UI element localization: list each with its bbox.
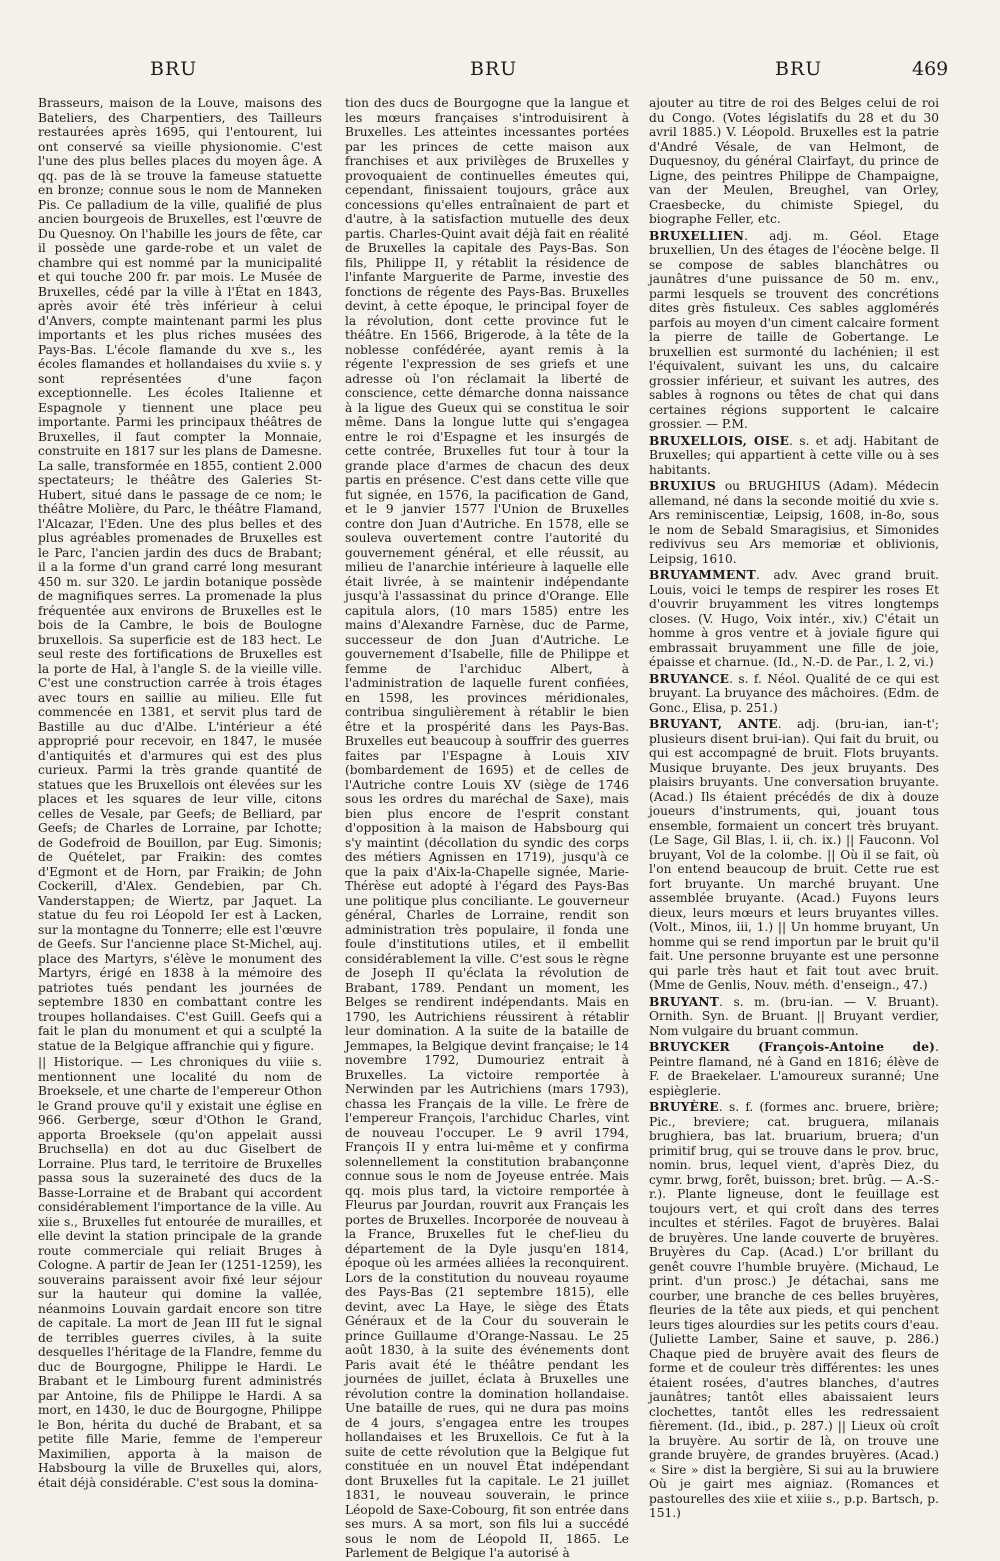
text-column-2 <box>345 96 629 1560</box>
entry-headword: BRUXELLOIS, OISE <box>649 433 790 448</box>
text-column-1 <box>38 96 322 1490</box>
text-column-3 <box>649 96 939 1520</box>
page-number: 469 <box>912 58 949 80</box>
column-paragraph: tion des ducs de Bourgogne que la langue et les mœurs françaises s'introduisirent à Bruxelles. Les atteintes incessantes portées par les princes de cette maison aux franchises et aux privilèges de Bruxelles y provoquaient de continuelles émeutes qui, cependant, finissaient toujours, grâce aux concessions qu'elles entraînaient de part et d'autre, à la satisfaction mutuelle des deux partis. Charles-Quint avait déjà fait en réalité de Bruxelles la capitale des Pays-Bas. Son fils, Philippe II, y rétablit la résidence de l'infante Marguerite de Parme, investie des fonctions de régente des Pays-Bas. Bruxelles devint, à cette époque, le principal foyer de la révolution, dont cette province fut le théâtre. En 1566, Brigerode, à la tête de la noblesse confédérée, ayant remis à la régente l'expression de ses griefs et une adresse où l'on réclamait la liberté de conscience, cette démarche donna naissance à la ligue des Gueux qui se constitua le soir même. Dans la longue lutte qui s'engagea entre le roi d'Espagne et les insurgés de cette contrée, Bruxelles fut tour à tour la grande place d'armes de chacun des deux partis en présence. C'est dans cette ville que fut signée, en 1576, la pacification de Gand, et le 9 janvier 1577 l'Union de Bruxelles contre don Juan d'Autriche. En 1578, elle se souleva ouvertement contre l'autorité du gouvernement général, et elle réussit, au milieu de l'anarchie intérieure à laquelle elle était livrée, à se maintenir indépendante jusqu'à l'assassinat du prince d'Orange. Elle capitula alors, (10 mars 1585) entre les mains d'Alexandre Farnèse, duc de Parme, successeur de don Juan d'Autriche. Le gouvernement d'Isabelle, fille de Philippe et femme de l'archiduc Albert, à l'administration de laquelle furent confiées, en 1598, les provinces méridionales, contribua singulièrement à rétablir le bien être et la prospérité dans les Pays-Bas. Bruxelles eut beaucoup à souffrir des guerres faites par l'Espagne à Louis XIV (bombardement de 1695) et de celles de l'Autriche contre Louis XV (siège de 1746 sous les ordres du maréchal de Saxe), mais bien plus encore de l'esprit constant d'opposition à la maison de Habsbourg qui s'y maintint (décollation du syndic des corps des métiers Agnissen en 1719), jusqu'à ce que la paix d'Aix-la-Chapelle signée, Marie-Thérèse eut adopté à l'égard des Pays-Bas une politique plus conciliante. Le gouverneur général, Charles de Lorraine, rendit son administration très populaire, il fonda une foule d'institutions utiles, et il embellit considérablement la ville. C'est sous le règne de Joseph II qu'éclata la révolution de Brabant, 1789. Pendant un moment, les Belges se rendirent indépendants. Mais en 1790, les Autrichiens réussirent à rétablir leur domination. A la suite de la bataille de Jemmapes, la Belgique devint française; le 14 novembre 1792, Dumouriez entrait à Bruxelles. La victoire remportée à Nerwinden par les Autrichiens (mars 1793), chassa les Français de la ville. Le frère de l'empereur François, l'archiduc Charles, vint de nouveau l'occuper. Le 9 avril 1794, François II y entra lui-même et y confirma solennellement la constitution brabançonne connue sous le nom de Joyeuse entrée. Mais qq. mois plus tard, la victoire remportée à Fleurus par Jourdan, rouvrit aux Français les portes de Bruxelles. Incorporée de nouveau à la France, Bruxelles fut le chef-lieu du département de la Dyle jusqu'en 1814, époque où les armées alliées la reconquirent. Lors de la constitution du nouveau royaume des Pays-Bas (21 septembre 1815), elle devint, avec La Haye, le siège des États Généraux et de la Cour du souverain le prince Guillaume d'Orange-Nassau. Le 25 août 1830, à la suite des événements dont Paris avait été le théâtre pendant les journées de juillet, éclata à Bruxelles une révolution contre la domination hollandaise. Une bataille de rues, qui ne dura pas moins de 4 jours, s'engagea entre les troupes hollandaises et les Bruxellois. Ce fut à la suite de cette révolution que la Belgique fut constituée en un nouvel État indépendant dont Bruxelles fut la capitale. Le 21 juillet 1831, le nouveau souverain, le prince Léopold de Saxe-Cobourg, fit son entrée dans ses murs. A sa mort, son fils lui a succédé sous le nom de Léopold II, 1865. Le Parlement de Belgique l'a autorisé à <box>345 96 629 1560</box>
entry-headword: BRUYÈRE <box>649 1100 719 1114</box>
entry-headword: BRUYANCE <box>649 671 730 686</box>
column-paragraph: || Historique. — Les chroniques du viiie s. mentionnent une localité du nom de Broeksele, et une charte de l'empereur Othon le Grand prouve qu'il y existait une église en 966. Gerberge, sœur d'Othon le Grand, apporta Broeksele (qu'on appelait aussi Bruchsella) en dot au duc Giselbert de Lorraine. Plus tard, le territoire de Bruxelles passa sous la suzeraineté des ducs de la Basse-Lorraine et de Brabant qui accordent considérablement l'importance de la ville. Au xiie s., Bruxelles fut entourée de murailles, et elle devint la station principale de la grande route commerciale qui reliait Bruges à Cologne. A partir de Jean Ier (1251-1259), les souverains paraissent avoir fixé leur séjour sur la hauteur qui domine la vallée, néanmoins Louvain gardait encore son titre de capitale. La mort de Jean III fut le signal de terribles guerres civiles, à la suite desquelles l'héritage de la Flandre, femme du duc de Bourgogne, Philippe le Hardi. Le Brabant et le Limbourg furent administrés par Antoine, fils de Philippe le Hardi. A sa mort, en 1430, le duc de Bourgogne, Philippe le Bon, hérita du duché de Brabant, et sa petite fille Marie, femme de l'empereur Maximilien, apporta à la maison de Habsbourg la ville de Bruxelles qui, alors, était déjà considérable. C'est sous la domina- <box>38 1055 322 1490</box>
column-paragraph: ajouter au titre de roi des Belges celui de roi du Congo. (Votes législatifs du 28 et du 30 avril 1885.) V. Léopold. Bruxelles est la patrie d'André Vésale, de van Helmont, de Duquesnoy, du général Clairfayt, du prince de Ligne, des peintres Philippe de Champaigne, van der Meulen, Breughel, van Orley, Craesbecke, du chimiste Spiegel, du biographe Feller, etc. <box>649 96 939 226</box>
dictionary-entry-bruyere: BRUYÈRE. s. f. (formes anc. bruere, brière; Pic., breviere; cat. bruguera, milanais brughiera, bas lat. bruarium, bruera; d'un primitif brug, qui se trouve dans le prov. bruc, nomin. brus, lequel vient, d'après Diez, du cymr. brwg, forêt, buisson; bret. brûg. — A.-S.-r.). Plante ligneuse, dont le feuillage est toujours vert, et qui croît dans des terres incultes et stériles. Fagot de bruyères. Balai de bruyères. Une lande couverte de bruyères. Bruyères du Cap. (Acad.) L'or brillant du genêt couvre l'humble bruyère. (Michaud, Le print. d'un prosc.) Je détachai, sans me courber, une branche de ces belles bruyères, fleuries de la tête aux pieds, et qui penchent leurs tiges alourdies sur les petits cours d'eau. (Juliette Lamber, Saine et sauve, p. 286.) Chaque pied de bruyère avait des fleurs de forme et de couleur très différentes: les unes étaient rosées, d'autres blanches, d'autres jaunâtres; tantôt elles abaissaient leurs clochettes, tantôt elles les redressaient fièrement. (Id., ibid., p. 287.) || Lieux où croît la bruyère. Au sortir de là, on trouve une grande bruyère, de grandes bruyères. (Acad.) « Sire » dist la bergière, Si sui au la bruwiere Où je gairt mes aigniaz. (Romances et pastourelles des xiie et xiiie s., p.p. Bartsch, p. 151.) <box>649 1100 939 1520</box>
running-head-right: BRU <box>775 58 823 80</box>
dictionary-entry-bruyant-adj: BRUYANT, ANTE. adj. (bru-ian, ian-t'; plusieurs disent brui-ian). Qui fait du bruit, ou qui est accompagné de bruit. Flots bruyants. Musique bruyante. Des jeux bruyants. Des plaisirs bruyants. Une conversation bruyante. (Acad.) Ils étaient précédés de dix à douze joueurs d'instruments, qui, jouant tous ensemble, formaient un concert très bruyant. (Le Sage, Gil Blas, l. ii, ch. ix.) || Fauconn. Vol bruyant, Vol de la colombe. || Où il se fait, où l'on entend beaucoup de bruit. Cette rue est fort bruyante. Un marché bruyant. Une assemblée bruyante. (Acad.) Fuyons leurs dieux, leurs mœurs et leurs bruyantes villes. (Volt., Minos, iii, 1.) || Un homme bruyant, Un homme qui se rend importun par le bruit qu'il fait. Une personne bruyante est une personne qui parle très haut et fait tout avec bruit. (Mme de Genlis, Nouv. méth. d'enseign., 47.) <box>649 717 939 992</box>
entry-headword: BRUYANT <box>649 994 720 1009</box>
dictionary-entry-bruyance: BRUYANCE. s. f. Néol. Qualité de ce qui est bruyant. La bruyance des mâchoires. (Edm. de Gonc., Elisa, p. 251.) <box>649 671 939 715</box>
entry-headword: BRUYCKER (François-Antoine de) <box>649 1040 936 1054</box>
dictionary-entry-bruyamment: BRUYAMMENT. adv. Avec grand bruit. Louis, voici le temps de respirer les roses Et d'ouvrir bruyamment les vitres longtemps closes. (V. Hugo, Voix intér., xiv.) C'était un homme à gros ventre et à joviale figure qui embrassait bruyamment une fille de joie, épaisse et charnue. (Id., N.-D. de Par., l. 2, vi.) <box>649 568 939 669</box>
dictionary-entry-bruxellien: BRUXELLIEN. adj. m. Géol. Etage bruxellien, Un des étages de l'éocène belge. Il se compose de sables blanchâtres ou jaunâtres d'une puissance de 50 m. env., parmi lesquels se trouvent des concrétions dites grès fistuleux. Ces sables agglomérés parfois au moyen d'un ciment calcaire forment la pierre de taille de Gobertange. Le bruxellien est surmonté du lachénien; il est l'équivalent, suivant les uns, du calcaire grossier inférieur, et suivant les autres, des sables à rognons ou têtes de chat qui dans certaines régions supportent le calcaire grossier. — P.M. <box>649 228 939 431</box>
entry-headword: BRUYANT, ANTE <box>649 717 778 731</box>
entry-headword: BRUXELLIEN <box>649 228 745 243</box>
dictionary-entry-bruyant-noun: BRUYANT. s. m. (bru-ian. — V. Bruant). Ornith. Syn. de Bruant. || Bruyant verdier, Nom vulgaire du bruant commun. <box>649 994 939 1038</box>
running-head-center: BRU <box>470 58 518 80</box>
running-head-left: BRU <box>150 58 198 80</box>
dictionary-entry-bruycker: BRUYCKER (François-Antoine de). Peintre flamand, né à Gand en 1816; élève de F. de Braekelaer. L'amoureux suranné; Une espièglerie. <box>649 1040 939 1098</box>
entry-headword: BRUYAMMENT <box>649 568 756 582</box>
dictionary-entry-bruxius: BRUXIUS ou BRUGHIUS (Adam). Médecin allemand, né dans la seconde moitié du xvie s. Ars reminiscentiæ, Leipsig, 1608, in-8o, sous le nom de Sebald Smaragisius, et Simonides redivivus seu Ars memoriæ et oblivionis, Leipsig, 1610. <box>649 479 939 566</box>
column-paragraph: Brasseurs, maison de la Louve, maisons des Bateliers, des Charpentiers, des Tailleurs restaurées après 1695, qui l'entourent, lui ont conservé sa vieille physionomie. C'est l'une des plus belles places du moyen âge. A qq. pas de là se trouve la fameuse statuette en bronze; connue sous le nom de Manneken Pis. Ce palladium de la ville, qualifié de plus ancien bourgeois de Bruxelles, est l'œuvre de Du Quesnoy. On l'habille les jours de fête, car il possède une garde-robe et un valet de chambre qui est nommé par la municipalité et qui touche 200 fr. par mois. Le Musée de Bruxelles, cédé par la ville à l'État en 1843, après avoir été très inférieur à celui d'Anvers, compte maintenant parmi les plus importants et les plus riches musées des Pays-Bas. L'école flamande du xve s., les écoles flamandes et hollandaises du xviie s. y sont représentées d'une façon exceptionnelle. Les écoles Italienne et Espagnole y tiennent une place peu importante. Parmi les principaux théâtres de Bruxelles, il faut compter la Monnaie, construite en 1817 sur les plans de Damesne. La salle, transformée en 1855, contient 2.000 spectateurs; le théâtre des Galeries St-Hubert, situé dans le passage de ce nom; le théâtre Molière, du Parc, le théâtre Flamand, l'Alcazar, l'Eden. Une des plus belles et des plus agréables promenades de Bruxelles est le Parc, l'ancien jardin des ducs de Brabant; il a la forme d'un grand carré long mesurant 450 m. sur 320. Le jardin botanique possède de magnifiques serres. La promenade la plus fréquentée aux environs de Bruxelles est le bois de la Cambre, le bois de Boulogne bruxellois. Sa superficie est de 183 hect. Le seul reste des fortifications de Bruxelles est la porte de Hal, à l'angle S. de la vieille ville. C'est une construction carrée à trois étages avec tours en saillie au milieu. Elle fut commencée en 1381, et servit plus tard de Bastille au duc d'Albe. L'intérieur a été approprié pour recevoir, en 1847, le musée d'antiquités et d'armures qui est des plus curieux. Parmi la très grande quantité de statues que les Bruxellois ont élevées sur les places et les squares de leur ville, citons celles de Vesale, par Geefs; de Belliard, par Geefs; de Charles de Lorraine, par Ichotte; de Godefroid de Bouillon, par Eug. Simonis; de Quételet, par Fraikin: des comtes d'Egmont et de Horn, par Fraikin; de John Cockerill, d'Alex. Gendebien, par Ch. Vanderstappen; de Wiertz, par Jaquet. La statue du feu roi Léopold Ier est à Lacken, sur la montagne du Tonnerre; elle est l'œuvre de Geefs. Sur l'ancienne place St-Michel, auj. place des Martyrs, s'élève le monument des Martyrs, érigé en 1838 à la mémoire des patriotes tués pendant les journées de septembre 1830 en combattant contre les troupes hollandaises. C'est Guill. Geefs qui a fait le plan du monument et qui a sculpté la statue de la Belgique affranchie qui y figure. <box>38 96 322 1053</box>
dictionary-entry-bruxellois: BRUXELLOIS, OISE. s. et adj. Habitant de Bruxelles; qui appartient à cette ville ou à ses habitants. <box>649 433 939 477</box>
entry-headword: BRUXIUS <box>649 479 725 493</box>
